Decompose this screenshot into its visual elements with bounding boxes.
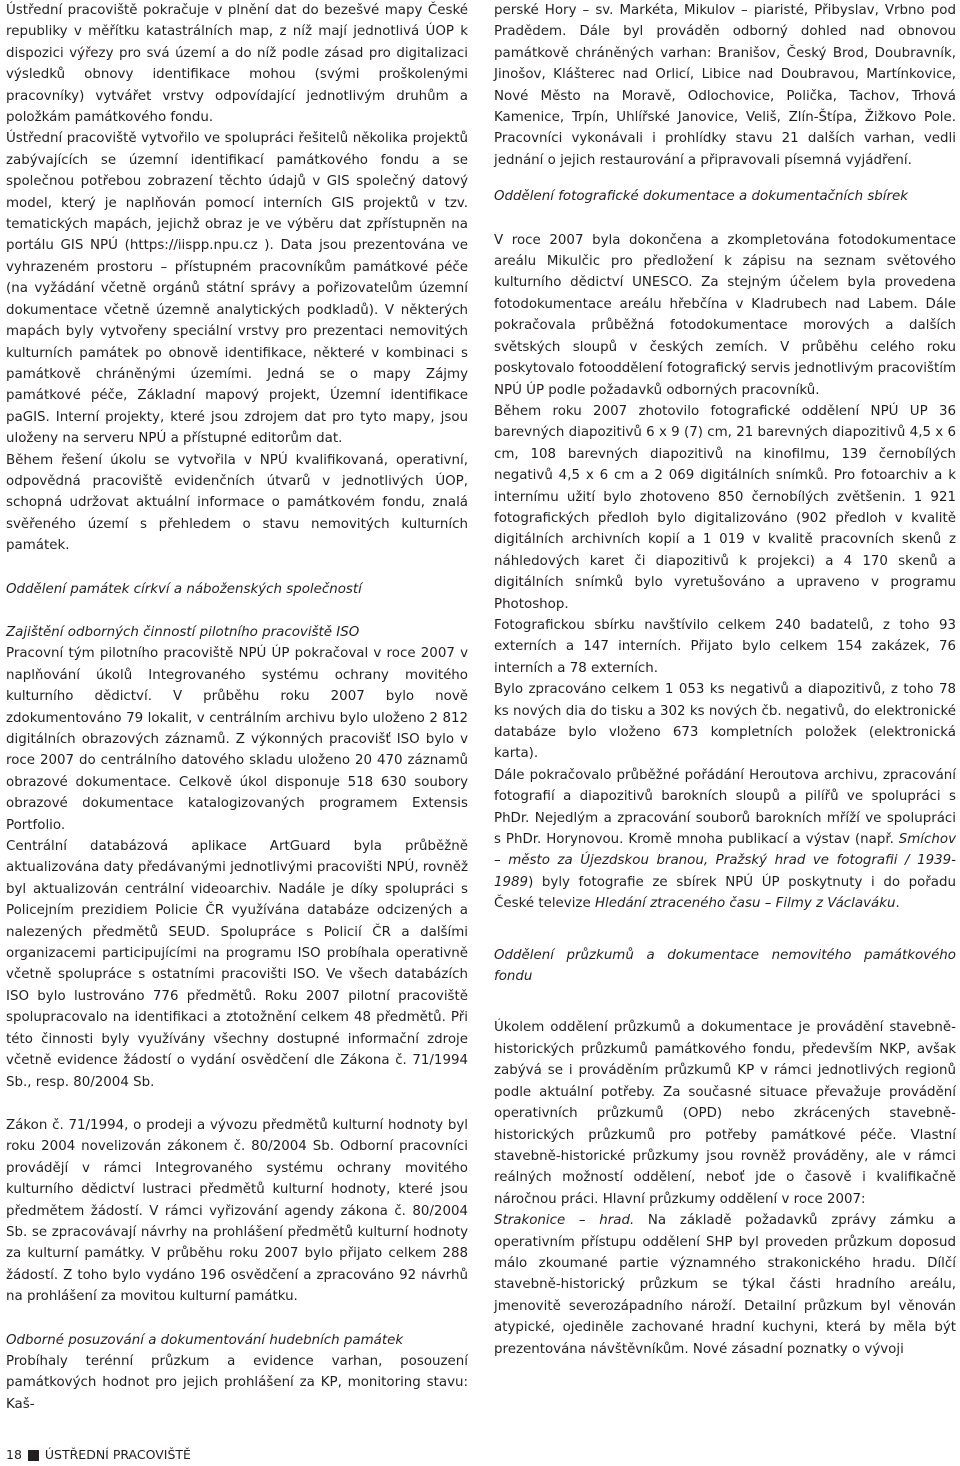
italic-title: Strakonice – hrad. bbox=[494, 1213, 635, 1229]
subsection-heading: Zajištění odborných činností pilotního pracoviště ISO bbox=[6, 624, 360, 640]
page-number: 18 bbox=[6, 1447, 22, 1462]
italic-title: Hledání ztraceného času – Filmy z Václaváku bbox=[594, 896, 896, 912]
italic-title: Smíchov – město za Újezdskou branou, Pražský hrad ve fotografii / 1939-1989 bbox=[494, 832, 956, 890]
subsection-heading: Odborné posuzování a dokumentování hudebních památek bbox=[6, 1332, 404, 1348]
paragraph: Probíhaly terénní průzkum a evidence varhan, posouzení památkových hodnot pro jejich prohlášení za KP, monitoring stavu: Kaš- bbox=[6, 1353, 468, 1412]
paragraph bbox=[494, 765, 956, 915]
paragraph: Centrální databázová aplikace ArtGuard byla průběžně aktualizována daty předávanými jednotlivými pracovišti NPÚ, rovněž byl aktualizován centrální videoarchiv. Nadále je díky spolupráci s Policejním prezidiem Policie ČR využívána databáze odcizených a nalezených předmětů SEUD. Spolupráce s Policií ČR a dalšími organizacemi participujícími na programu ISO probíhala operativně včetně spolupráce s ostatními pracovišti ISO. Ve všech databázích ISO bylo lustrováno 776 předmětů. Roku 2007 pilotní pracoviště spolupracovalo na identifikaci a ztotožnění celkem 48 předmětů. Při této činnosti byly využívány všechny dostupné informační zdroje včetně evidence žádostí o vydání osvědčení dle Zákona č. 71/1994 Sb., resp. 80/2004 Sb. bbox=[6, 839, 468, 1090]
paragraph: Ústřední pracoviště pokračuje v plnění dat do bezešvé mapy České republiky v měřítku katastrálních map, z níž mají jednotlivá ÚOP k dispozici výřezy pro svá území a do níž podle zásad pro digitalizaci výsledků obnovy identifikace mohou (svými proškolenými pracovníky) vytvářet vrstvy odpovídající jednotlivým druhům a položkám památkového fondu. bbox=[6, 3, 468, 126]
section-heading: Oddělení fotografické dokumentace a dokumentačních sbírek bbox=[494, 189, 909, 205]
paragraph bbox=[494, 1210, 956, 1360]
square-bullet-icon bbox=[28, 1450, 39, 1461]
left-column bbox=[6, 0, 468, 1415]
paragraph: Zákon č. 71/1994, o prodeji a vývozu předmětů kulturní hodnoty byl roku 2004 novelizován zákonem č. 80/2004 Sb. Odborní pracovníci provádějí v rámci Integrovaného systému ochrany movitého kulturního dědictví lustraci předmětů kulturní hodnoty, které jsou předmětem žádostí. V rámci vyřizování agendy zákona č. 80/2004 Sb. se zpracovávají návrhy na prohlášení předmětů kulturní hodnoty za kulturní památky. V průběhu roku 2007 bylo přijato celkem 288 žádostí. Z toho bylo vydáno 196 osvědčení a zpracováno 92 návrhů na prohlášení za movitou kulturní památku. bbox=[6, 1117, 468, 1305]
text-run: Dále pokračovalo průběžné pořádání Heroutova archivu, zpracování fotografií a diapozitivů barokních sloupů a pilířů ve spolupráci s PhDr. Nejedlým a zpracování souborů barokních mříží ve spolupráci s PhDr. Horynovou. Kromě mnoha publikací a výstav (např. bbox=[494, 767, 956, 848]
paragraph: Ústřední pracoviště vytvořilo ve spolupráci řešitelů několika projektů zabývajících se územní identifikací památkového fondu a se společnou potřebou zobrazení těchto údajů v GIS společný datový model, který je naplňován pomocí interních GIS projektů v tzv. tematických mapách, jejichž obraz je ve výběru dat zpřístupněn na portálu GIS NPÚ (https://iispp.npu.cz ). Data jsou prezentována ve vyhrazeném prostoru – přístupném pracovníkům památkové péče (na vyžádání včetně orgánů státní správy a pořizovatelům územní dokumentace včetně územně analytických podkladů). V některých mapách byly vytvořeny speciální vrstvy pro prezentaci nemovitých kulturních památek po obnově identifikace, některé v kombinaci s památkově chráněnými územími. Jedná se o mapy Zájmy památkové péče, Základní mapový projekt, Územní identifikace paGIS. Interní projekty, které jsou zdrojem dat pro tyto mapy, jsou uloženy na serveru NPÚ a přístupné editorům dat. bbox=[6, 131, 468, 447]
paragraph: V roce 2007 byla dokončena a zkompletována fotodokumentace areálu Mikulčic pro předložení k zápisu na seznam světového kulturního dědictví UNESCO. Za stejným účelem byla provedena fotodokumentace areálu hřebčína v Kladrubech nad Labem. Dále pokračovala průběžná fotodokumentace morových a dalších světských sloupů v českých zemích. V průběhu celého roku poskytovalo fotooddělení fotografický servis jednotlivým pracovištím NPÚ ÚP podle požadavků odborných pracovníků. bbox=[494, 232, 956, 398]
paragraph: Bylo zpracováno celkem 1 053 ks negativů a diapozitivů, z toho 78 ks nových dia do tisku a 302 ks nových čb. negativů, do elektronické databáze bylo vloženo 673 kompletních položek (elektronická karta). bbox=[494, 682, 956, 762]
paragraph: perské Hory – sv. Markéta, Mikulov – piaristé, Přibyslav, Vrbno pod Pradědem. Dále byl prováděn odborný dohled nad obnovou památkově chráněných varhan: Branišov, Český Brod, Doubravník, Jinošov, Klášterec nad Orlicí, Libice nad Doubravou, Martínkovice, Nové Město na Moravě, Odlochovice, Polička, Tachov, Trhová Kamenice, Trpín, Uhlířské Janovice, Veliš, Zlín-Štípa, Žižkovo Pole. Pracovníci vykonávali i prohlídky stavu 21 dalších varhan, vedli jednání o jejich restaurování a připravovali písemná vyjádření. bbox=[494, 3, 956, 168]
paragraph: Úkolem oddělení průzkumů a dokumentace je provádění stavebně-historických průzkumů památkového fondu, především NKP, avšak zabývá se i prováděním průzkumů KP v rámci jednotlivých regionů podle aktuální potřeby. Za současné situace převažuje provádění operativních průzkumů (OPD) nebo zkrácených stavebně-historických průzkumů pro potřeby památkové péče. Vlastní stavebně-historické průzkumy jsou rovněž prováděny, ale v rámci reálných možností oddělení, neboť jde o časově i kvalifikačně náročnou práci. Hlavní průzkumy oddělení v roce 2007: bbox=[494, 1020, 956, 1207]
paragraph: Během roku 2007 zhotovilo fotografické oddělení NPÚ UP 36 barevných diapozitivů 6 x 9 (7) cm, 21 barevných diapozitivů 4,5 x 6 cm, 108 barevných diapozitivů na kinofilmu, 139 černobílých negativů 4,5 x 6 cm a 2 069 digitálních snímků. Pro fotoarchiv a k internímu užití bylo zhotoveno 850 černobílých zvětšenin. 1 921 fotografických předloh bylo digitalizováno (902 předloh v kvalitě digitálních archivních kopií a 1 019 v kvalitě pracovních skenů z náhledových karet či diapozitivů k projekci) a 4 170 skenů a digitálních snímků bylo vyretušováno a upraveno v programu Photoshop. bbox=[494, 403, 956, 612]
paragraph: Fotografickou sbírku navštívilo celkem 240 badatelů, z toho 93 externích a 147 interních. Přijato bylo celkem 154 zakázek, 76 interních a 78 externích. bbox=[494, 617, 956, 676]
paragraph: Během řešení úkolu se vytvořila v NPÚ kvalifikovaná, operativní, odpovědná pracoviště evidenčních útvarů v jednotlivých ÚOP, schopná udržovat aktuální informace o památkovém fondu, znalá svěřeného území s přehledem o stavu nemovitých kulturních památek. bbox=[6, 452, 468, 554]
section-heading: Oddělení průzkumů a dokumentace nemovitého památkového fondu bbox=[494, 947, 956, 985]
right-column bbox=[494, 0, 956, 1360]
text-run: . bbox=[895, 896, 900, 912]
page-footer bbox=[6, 1447, 191, 1463]
text-run: Na základě požadavků zprávy zámku a operativním přístupu oddělení SHP byl proveden průzkum doposud málo zkoumané partie významného strakonického hradu. Dílčí stavebně-historický průzkum se týkal části hradního areálu, jmenovitě severozápadního nároží. Detailní průzkum byl věnován atypické, ojediněle zachované hradní kuchyni, která by měla být prezentována návštěvníkům. Nové zásadní poznatky o vývoji bbox=[494, 1213, 956, 1357]
section-heading: Oddělení památek církví a náboženských společností bbox=[6, 581, 362, 597]
section-name: ÚSTŘEDNÍ PRACOVIŠTĚ bbox=[44, 1447, 191, 1462]
text-run: ) byly fotografie ze sbírek NPÚ ÚP poskytnuty i do pořadu České televize bbox=[494, 874, 956, 912]
paragraph: Pracovní tým pilotního pracoviště NPÚ ÚP pokračoval v roce 2007 v naplňování úkolů Integrovaného systému ochrany movitého kulturního dědictví. V průběhu roku 2007 bylo nově zdokumentováno 79 lokalit, v centrálním archivu bylo uloženo 2 812 digitálních obrazových záznamů. Z výkonných pracovišť ISO bylo v roce 2007 do centrálního datového skladu uloženo 20 470 záznamů obrazové dokumentace. Celkově úkol disponuje 518 630 soubory obrazové dokumentace katalogizovaných programem Extensis Portfolio. bbox=[6, 646, 468, 833]
